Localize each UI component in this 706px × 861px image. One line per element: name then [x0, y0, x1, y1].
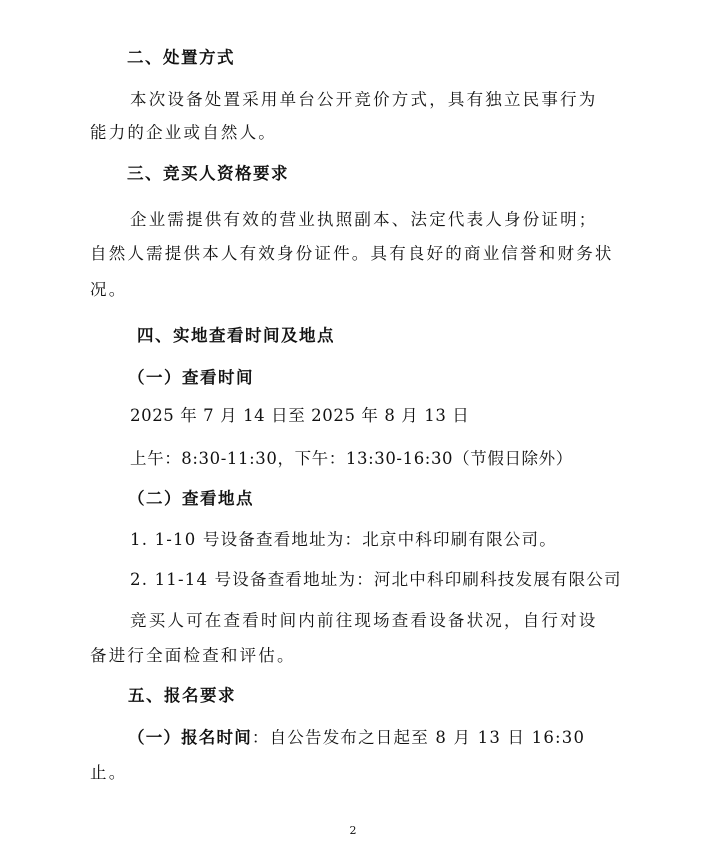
heading-inspection: 四、实地查看时间及地点 [137, 326, 335, 345]
paragraph-line: 况。 [90, 280, 128, 299]
heading-registration: 五、报名要求 [128, 686, 236, 705]
paragraph-line: 自然人需提供本人有效身份证件。具有良好的商业信誉和财务状 [90, 244, 614, 263]
paragraph-line: 备进行全面检查和评估。 [90, 646, 296, 665]
subheading-inspection-time: （一）查看时间 [128, 368, 254, 387]
page-number: 2 [349, 824, 357, 837]
registration-time-label: （一）报名时间 [128, 728, 252, 747]
location-item-1: 1. 1-10 号设备查看地址为：北京中科印刷有限公司。 [130, 530, 557, 549]
paragraph-line: 本次设备处置采用单台公开竞价方式，具有独立民事行为 [130, 90, 598, 109]
subheading-inspection-location: （二）查看地点 [128, 489, 254, 508]
paragraph-line: 企业需提供有效的营业执照副本、法定代表人身份证明； [130, 210, 598, 229]
heading-disposal: 二、处置方式 [127, 48, 235, 67]
inspection-hours: 上午：8:30-11:30，下午：13:30-16:30（节假日除外） [130, 449, 573, 468]
inspection-dates: 2025 年 7 月 14 日至 2025 年 8 月 13 日 [130, 406, 470, 425]
registration-time-line [128, 727, 585, 749]
paragraph-line: 能力的企业或自然人。 [90, 123, 277, 142]
heading-qualification: 三、竞买人资格要求 [127, 164, 289, 183]
registration-time-text: ：自公告发布之日起至 8 月 13 日 16:30 [251, 728, 586, 747]
paragraph-line: 止。 [90, 763, 128, 782]
paragraph-line: 竞买人可在查看时间内前往现场查看设备状况，自行对设 [130, 611, 598, 630]
location-item-2: 2. 11-14 号设备查看地址为：河北中科印刷科技发展有限公司 [130, 570, 622, 589]
